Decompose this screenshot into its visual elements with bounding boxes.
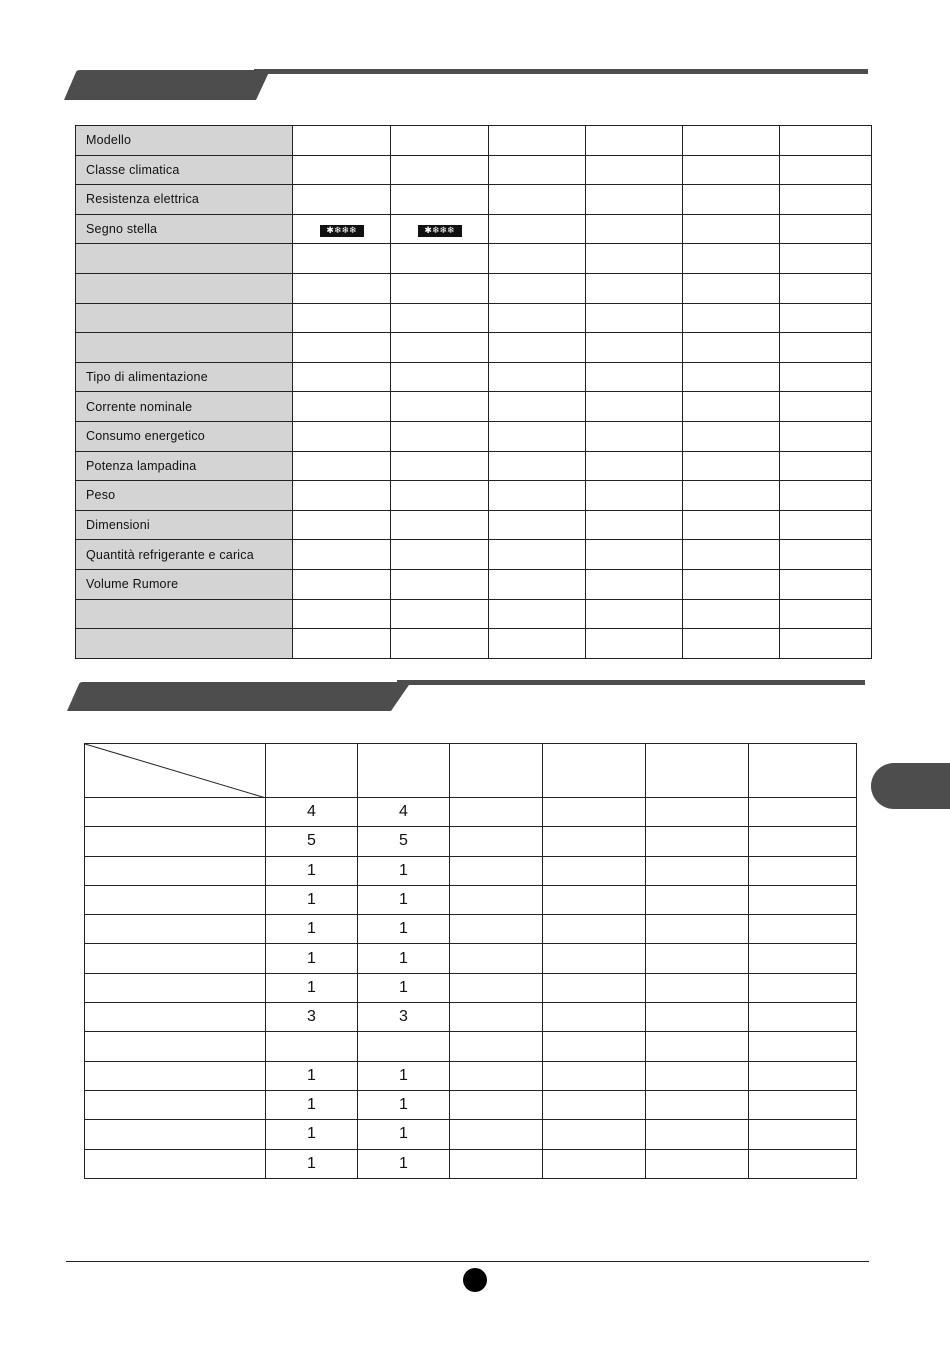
spec-value-cell (683, 126, 780, 156)
accessory-name-cell (85, 1120, 266, 1149)
spec-value-cell (683, 214, 780, 244)
accessory-quantity-cell (749, 973, 857, 1002)
spec-value-cell (780, 392, 872, 422)
spec-label: Consumo energetico (76, 421, 293, 451)
spec-value-cell (391, 362, 489, 392)
footer-rule (66, 1261, 869, 1262)
spec-value-cell (391, 481, 489, 511)
accessory-quantity-cell (749, 1090, 857, 1119)
spec-value-cell (780, 629, 872, 659)
spec-value-cell (293, 244, 391, 274)
accessory-quantity-cell: 1 (358, 885, 450, 914)
header-cell (543, 744, 646, 798)
spec-value-cell (683, 244, 780, 274)
spec-value-cell (683, 421, 780, 451)
spec-value-cell (391, 185, 489, 215)
spec-value-cell (391, 244, 489, 274)
header-cell (749, 744, 857, 798)
spec-value-cell (780, 362, 872, 392)
spec-value-cell (586, 214, 683, 244)
accessory-quantity-cell (646, 827, 749, 856)
accessory-quantity-cell (543, 1090, 646, 1119)
accessory-quantity-cell (749, 1061, 857, 1090)
spec-value-cell (683, 185, 780, 215)
spec-value-cell (293, 333, 391, 363)
spec-row (76, 333, 872, 363)
spec-value-cell (293, 392, 391, 422)
header-cell (266, 744, 358, 798)
spec-row (76, 392, 872, 422)
diagonal-header-cell (85, 744, 266, 798)
spec-value-cell (489, 569, 586, 599)
accessory-name-cell (85, 798, 266, 827)
spec-value-cell (293, 481, 391, 511)
spec-value-cell (586, 333, 683, 363)
accessory-quantity-cell (543, 1120, 646, 1149)
spec-value-cell (489, 155, 586, 185)
accessory-quantity-cell: 3 (358, 1003, 450, 1032)
spec-value-cell (391, 421, 489, 451)
spec-value-cell (293, 362, 391, 392)
section-header-bar-2 (67, 680, 867, 713)
header-cell (646, 744, 749, 798)
accessory-name-cell (85, 827, 266, 856)
spec-value-cell (391, 392, 489, 422)
spec-value-cell (391, 126, 489, 156)
accessory-quantity-cell: 5 (266, 827, 358, 856)
spec-value-cell (489, 510, 586, 540)
accessory-quantity-cell (450, 885, 543, 914)
accessory-quantity-cell (749, 798, 857, 827)
spec-row (76, 244, 872, 274)
accessory-quantity-cell (543, 973, 646, 1002)
spec-value-cell (391, 451, 489, 481)
accessory-row (85, 1032, 857, 1061)
spec-value-cell (391, 629, 489, 659)
spec-value-cell (489, 214, 586, 244)
spec-row (76, 540, 872, 570)
spec-value-cell (586, 510, 683, 540)
accessory-quantity-cell (646, 973, 749, 1002)
spec-value-cell (489, 629, 586, 659)
accessory-name-cell (85, 1149, 266, 1178)
accessory-row (85, 944, 857, 973)
accessory-quantity-cell: 1 (358, 944, 450, 973)
spec-value-cell (391, 510, 489, 540)
accessory-quantity-cell (266, 1032, 358, 1061)
specification-table (75, 125, 872, 659)
accessory-quantity-cell (543, 1003, 646, 1032)
spec-value-cell (293, 540, 391, 570)
spec-row (76, 185, 872, 215)
spec-value-cell (683, 451, 780, 481)
spec-value-cell (586, 481, 683, 511)
accessory-quantity-cell (543, 1061, 646, 1090)
accessory-quantity-cell (543, 827, 646, 856)
spec-label: Volume Rumore (76, 569, 293, 599)
spec-value-cell (683, 481, 780, 511)
accessory-quantity-cell (450, 798, 543, 827)
accessory-quantity-cell (543, 1032, 646, 1061)
spec-value-cell (586, 155, 683, 185)
accessory-quantity-cell: 1 (266, 1149, 358, 1178)
spec-value-cell (489, 392, 586, 422)
spec-value-cell (391, 540, 489, 570)
header-cell (358, 744, 450, 798)
accessory-quantity-cell (450, 1032, 543, 1061)
spec-value-cell (683, 569, 780, 599)
spec-value-cell (586, 126, 683, 156)
accessory-quantity-cell (749, 944, 857, 973)
spec-value-cell (586, 629, 683, 659)
spec-value-cell (489, 303, 586, 333)
accessory-quantity-cell: 1 (266, 915, 358, 944)
accessory-row (85, 827, 857, 856)
spec-value-cell (293, 451, 391, 481)
accessory-quantity-cell: 1 (358, 1090, 450, 1119)
spec-value-cell (586, 244, 683, 274)
spec-label (76, 273, 293, 303)
accessory-quantity-cell (749, 856, 857, 885)
accessory-quantity-cell (749, 1032, 857, 1061)
spec-value-cell (391, 599, 489, 629)
accessory-quantity-cell (749, 1149, 857, 1178)
accessory-quantity-cell (543, 915, 646, 944)
spec-label: Potenza lampadina (76, 451, 293, 481)
spec-value-cell (489, 481, 586, 511)
spec-value-cell (586, 540, 683, 570)
spec-label: Corrente nominale (76, 392, 293, 422)
spec-label (76, 333, 293, 363)
spec-value-cell (489, 540, 586, 570)
accessory-quantity-cell: 1 (266, 1090, 358, 1119)
spec-value-cell (391, 303, 489, 333)
spec-label (76, 244, 293, 274)
spec-value-cell (391, 333, 489, 363)
accessory-quantity-cell (646, 1061, 749, 1090)
accessory-name-cell (85, 915, 266, 944)
accessory-quantity-cell (358, 1032, 450, 1061)
spec-label: Dimensioni (76, 510, 293, 540)
accessory-quantity-cell (450, 1090, 543, 1119)
spec-value-cell (293, 185, 391, 215)
spec-row (76, 569, 872, 599)
accessory-quantity-cell (450, 944, 543, 973)
spec-value-cell (293, 155, 391, 185)
accessory-quantity-cell: 1 (358, 915, 450, 944)
accessory-quantity-cell (749, 915, 857, 944)
accessory-row (85, 798, 857, 827)
spec-value-cell (391, 155, 489, 185)
spec-value-cell (586, 185, 683, 215)
accessory-quantity-cell: 4 (266, 798, 358, 827)
accessory-name-cell (85, 1061, 266, 1090)
accessory-row (85, 973, 857, 1002)
accessory-quantity-cell (749, 1003, 857, 1032)
spec-value-cell (780, 421, 872, 451)
spec-value-cell (683, 510, 780, 540)
spec-value-cell (586, 599, 683, 629)
spec-value-cell (489, 273, 586, 303)
accessory-quantity-cell (646, 915, 749, 944)
spec-value-cell (683, 392, 780, 422)
spec-value-cell (780, 333, 872, 363)
spec-value-cell (586, 569, 683, 599)
accessory-name-cell (85, 856, 266, 885)
accessory-row (85, 1003, 857, 1032)
spec-value-cell (293, 214, 391, 244)
accessory-quantity-cell: 1 (266, 973, 358, 1002)
accessory-name-cell (85, 1003, 266, 1032)
accessory-quantity-cell (646, 856, 749, 885)
spec-row (76, 510, 872, 540)
spec-value-cell (489, 126, 586, 156)
accessory-name-cell (85, 1090, 266, 1119)
accessory-quantity-cell (450, 973, 543, 1002)
accessory-row (85, 856, 857, 885)
spec-value-cell (586, 421, 683, 451)
accessory-row (85, 885, 857, 914)
spec-value-cell (683, 540, 780, 570)
spec-value-cell (683, 362, 780, 392)
spec-value-cell (780, 569, 872, 599)
spec-row (76, 599, 872, 629)
accessory-quantity-cell (749, 885, 857, 914)
spec-row (76, 214, 872, 244)
accessory-quantity-cell (543, 885, 646, 914)
accessory-quantity-cell (450, 915, 543, 944)
accessory-quantity-cell (450, 1003, 543, 1032)
spec-value-cell (780, 126, 872, 156)
spec-value-cell (586, 451, 683, 481)
accessory-quantity-cell: 1 (266, 1120, 358, 1149)
spec-label: Resistenza elettrica (76, 185, 293, 215)
accessory-quantity-cell: 5 (358, 827, 450, 856)
spec-row (76, 273, 872, 303)
spec-value-cell (586, 303, 683, 333)
spec-label: Tipo di alimentazione (76, 362, 293, 392)
accessory-quantity-cell (450, 1120, 543, 1149)
accessory-quantity-cell (646, 1120, 749, 1149)
spec-value-cell (391, 273, 489, 303)
accessory-quantity-cell (646, 1003, 749, 1032)
accessory-name-cell (85, 885, 266, 914)
spec-row (76, 126, 872, 156)
spec-label: Quantità refrigerante e carica (76, 540, 293, 570)
accessory-quantity-cell (749, 827, 857, 856)
accessory-quantity-cell: 1 (358, 1061, 450, 1090)
spec-value-cell (489, 599, 586, 629)
spec-value-cell (780, 599, 872, 629)
accessory-quantity-cell (646, 798, 749, 827)
spec-value-cell (391, 214, 489, 244)
spec-value-cell (780, 540, 872, 570)
accessory-quantity-cell (646, 1032, 749, 1061)
accessory-quantity-cell (543, 798, 646, 827)
spec-value-cell (489, 451, 586, 481)
accessory-quantity-cell (450, 856, 543, 885)
spec-value-cell (293, 421, 391, 451)
spec-label: Segno stella (76, 214, 293, 244)
spec-value-cell (780, 451, 872, 481)
accessory-quantity-cell (543, 944, 646, 973)
spec-row (76, 362, 872, 392)
spec-value-cell (683, 333, 780, 363)
spec-row (76, 451, 872, 481)
accessory-quantity-cell: 1 (358, 973, 450, 1002)
spec-value-cell (293, 273, 391, 303)
spec-value-cell (586, 392, 683, 422)
spec-value-cell (586, 362, 683, 392)
accessory-quantity-cell (543, 1149, 646, 1178)
spec-value-cell (683, 599, 780, 629)
header-cell (450, 744, 543, 798)
spec-value-cell (683, 303, 780, 333)
spec-label: Classe climatica (76, 155, 293, 185)
spec-value-cell (780, 481, 872, 511)
spec-value-cell (293, 510, 391, 540)
spec-value-cell (293, 629, 391, 659)
star-rating-icon: ✱❄❄❄ (320, 225, 364, 237)
spec-value-cell (489, 333, 586, 363)
accessory-table (84, 743, 857, 1179)
accessory-quantity-cell: 1 (266, 944, 358, 973)
accessory-name-cell (85, 944, 266, 973)
spec-value-cell (489, 244, 586, 274)
section-header-bar-1 (64, 69, 870, 102)
accessory-row (85, 1149, 857, 1178)
accessory-quantity-cell (450, 1149, 543, 1178)
accessory-name-cell (85, 1032, 266, 1061)
spec-value-cell (293, 126, 391, 156)
spec-label (76, 629, 293, 659)
accessory-row (85, 1061, 857, 1090)
accessory-quantity-cell (749, 1120, 857, 1149)
spec-value-cell (293, 303, 391, 333)
side-tab (871, 763, 950, 809)
accessory-quantity-cell: 1 (358, 1149, 450, 1178)
spec-row (76, 629, 872, 659)
accessory-quantity-cell: 3 (266, 1003, 358, 1032)
spec-value-cell (780, 303, 872, 333)
spec-value-cell (586, 273, 683, 303)
spec-value-cell (683, 629, 780, 659)
accessory-quantity-cell: 4 (358, 798, 450, 827)
spec-value-cell (780, 244, 872, 274)
spec-label: Modello (76, 126, 293, 156)
spec-value-cell (683, 273, 780, 303)
spec-value-cell (780, 214, 872, 244)
accessory-quantity-cell (450, 827, 543, 856)
accessory-quantity-cell (646, 1090, 749, 1119)
spec-value-cell (780, 155, 872, 185)
spec-value-cell (293, 599, 391, 629)
accessory-quantity-cell: 1 (266, 856, 358, 885)
accessory-quantity-cell: 1 (358, 1120, 450, 1149)
spec-value-cell (780, 510, 872, 540)
spec-value-cell (489, 185, 586, 215)
accessory-quantity-cell (646, 944, 749, 973)
spec-row (76, 481, 872, 511)
accessory-name-cell (85, 973, 266, 1002)
spec-row (76, 155, 872, 185)
spec-value-cell (293, 569, 391, 599)
accessory-quantity-cell (646, 1149, 749, 1178)
accessory-row (85, 1090, 857, 1119)
spec-value-cell (489, 362, 586, 392)
spec-value-cell (391, 569, 489, 599)
spec-row (76, 303, 872, 333)
spec-label (76, 599, 293, 629)
spec-label (76, 303, 293, 333)
spec-label: Peso (76, 481, 293, 511)
spec-value-cell (489, 421, 586, 451)
page-number-dot (463, 1268, 487, 1292)
accessory-row (85, 915, 857, 944)
accessory-quantity-cell (646, 885, 749, 914)
accessory-quantity-cell (450, 1061, 543, 1090)
accessory-header-row (85, 744, 857, 798)
accessory-quantity-cell (543, 856, 646, 885)
spec-value-cell (683, 155, 780, 185)
spec-row (76, 421, 872, 451)
spec-value-cell (780, 273, 872, 303)
accessory-quantity-cell: 1 (266, 885, 358, 914)
accessory-row (85, 1120, 857, 1149)
accessory-quantity-cell: 1 (266, 1061, 358, 1090)
spec-value-cell (780, 185, 872, 215)
accessory-quantity-cell: 1 (358, 856, 450, 885)
star-rating-icon: ✱❄❄❄ (418, 225, 462, 237)
